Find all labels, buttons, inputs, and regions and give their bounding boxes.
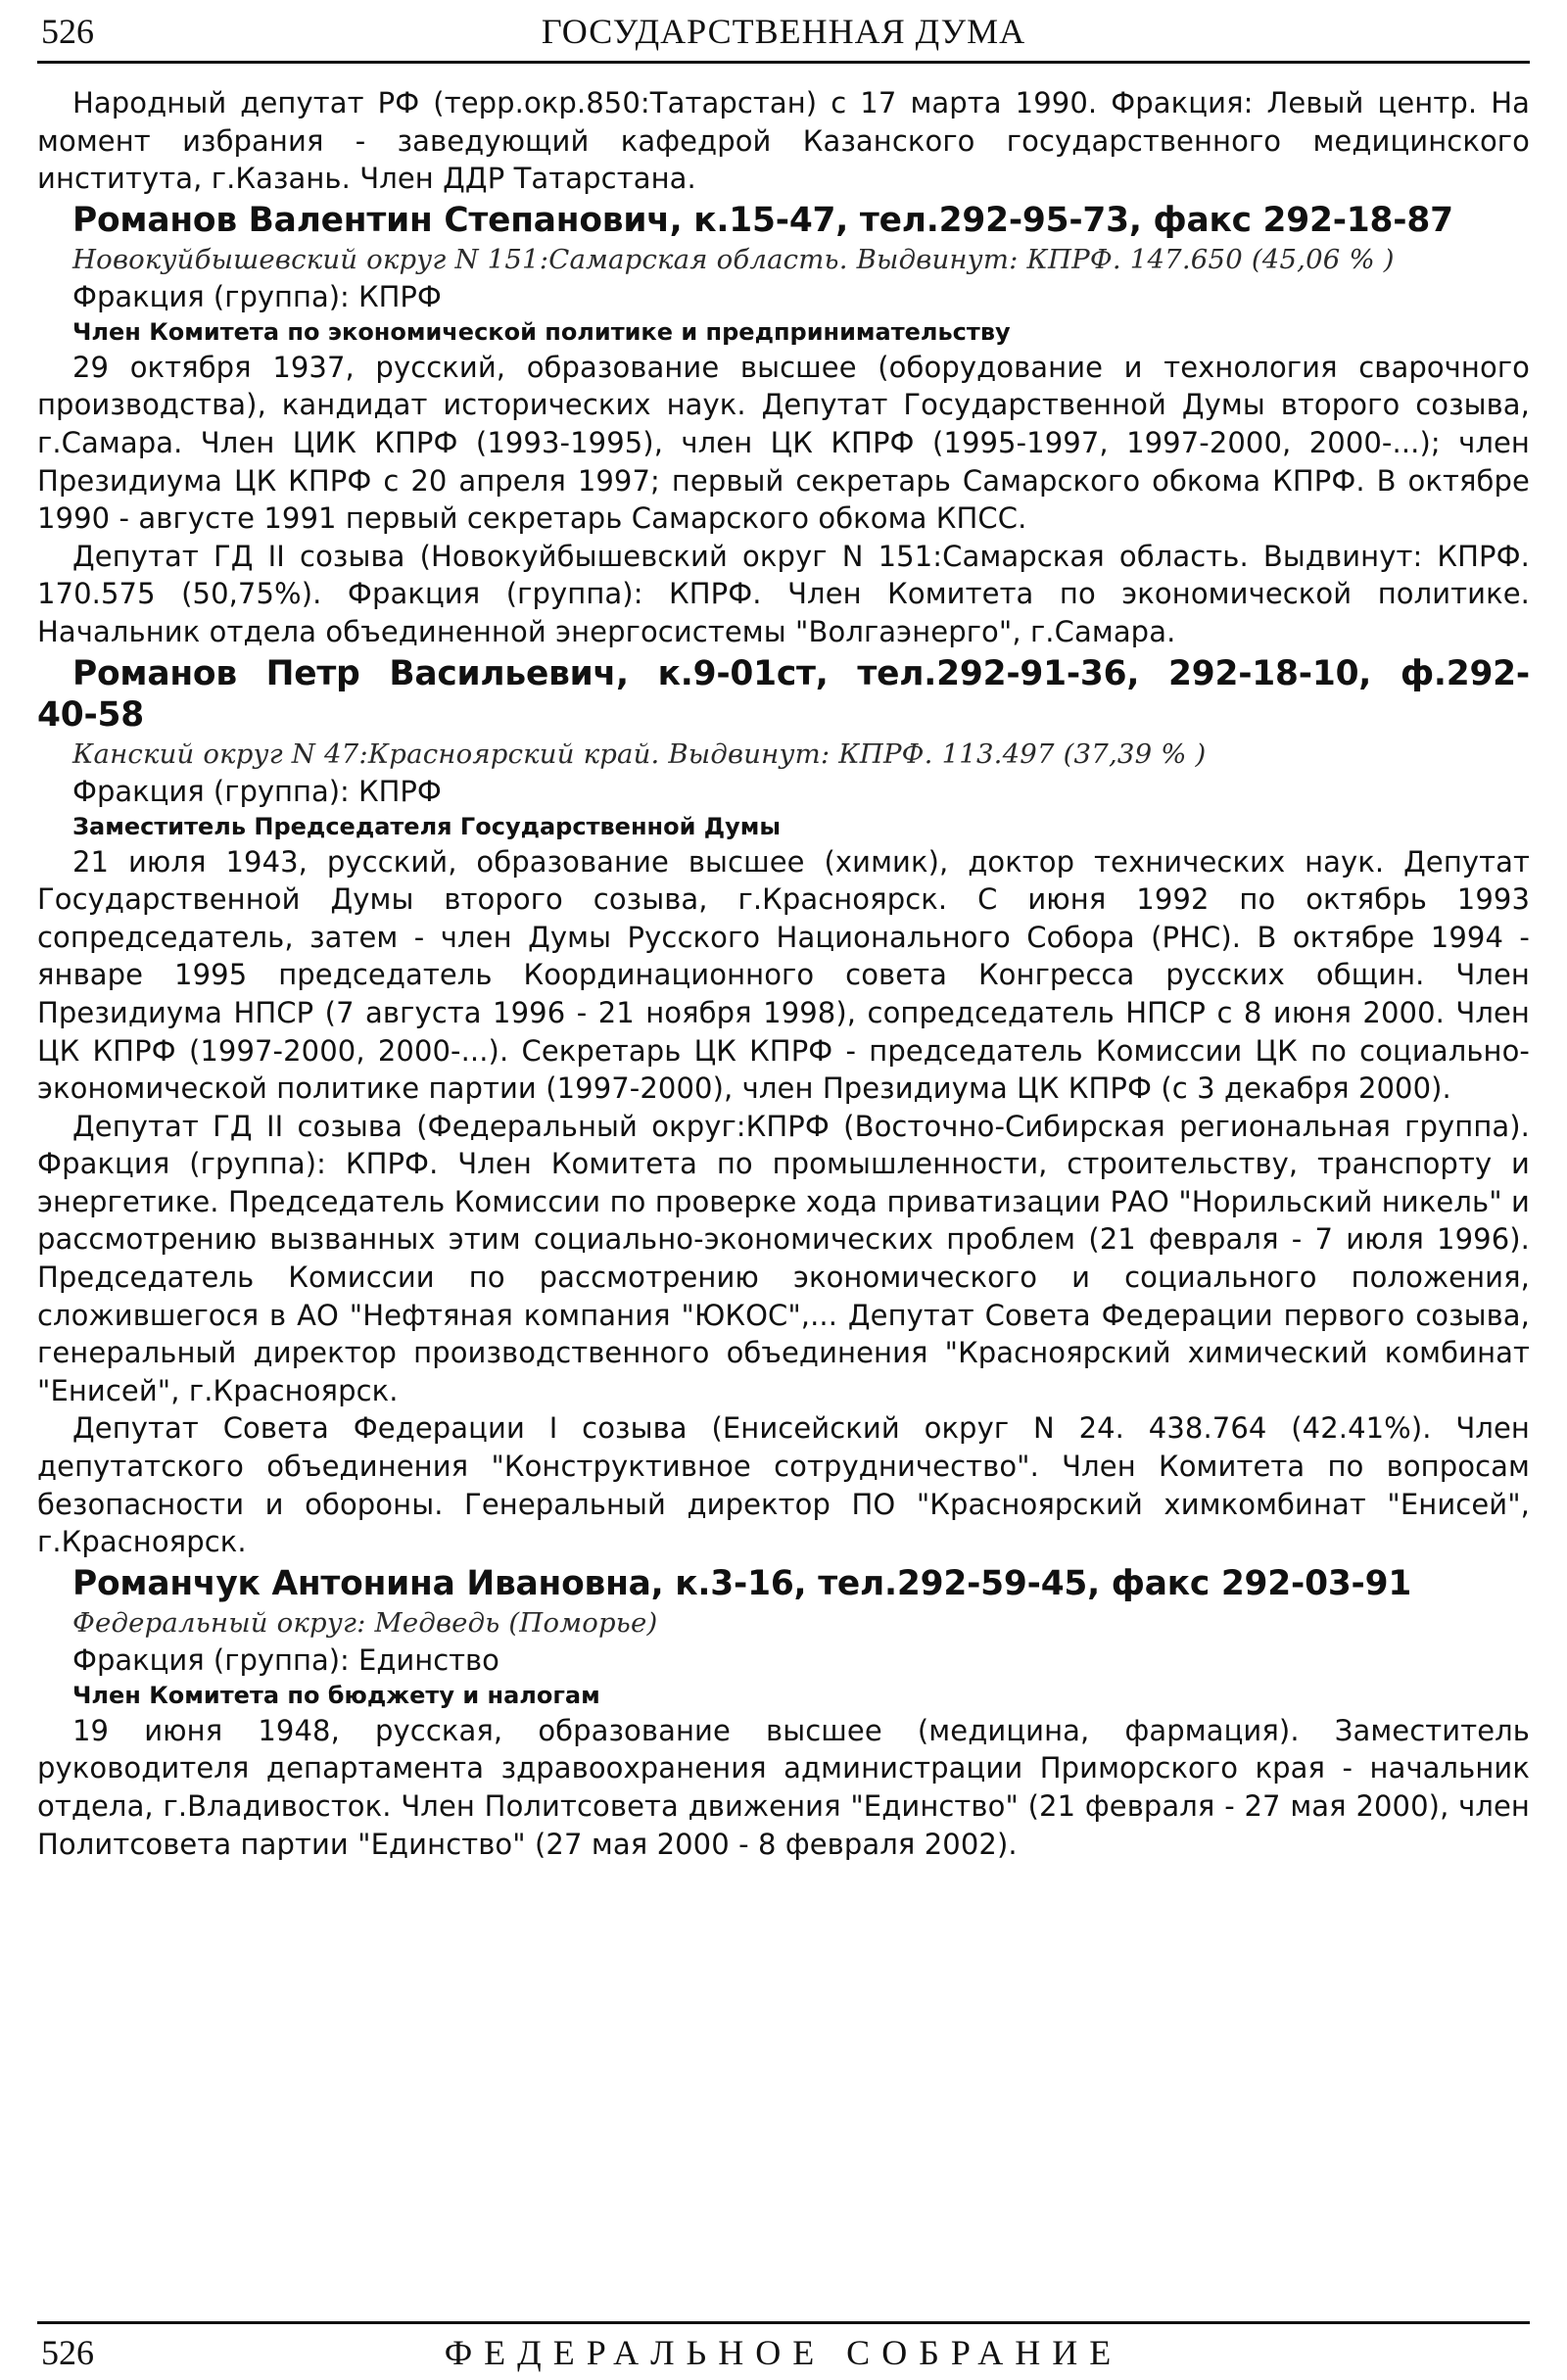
deputy-entry (37, 653, 1530, 1561)
deputy-committee: Член Комитета по экономической политике и предпринимательству (72, 317, 1011, 346)
deputy-committee: Член Комитета по бюджету и налогам (72, 1681, 600, 1709)
deputy-bio: 19 июня 1948, русская, образование высшее (медицина, фармация). Заместитель руководителя департамента здравоохранения администрации Приморского края - начальник отдела, г.Владивосток. Член Политсовета движения "Единство" (21 февраля - 27 мая 2000), член Политсовета партии "Единство" (27 мая 2000 - 8 февраля 2002). (37, 1713, 1530, 1861)
deputy-name: Романов Петр Васильевич, к.9-01ст, тел.292-91-36, 292-18-10, ф.292-40-58 (37, 653, 1530, 735)
deputy-name: Романов Валентин Степанович, к.15-47, тел.292-95-73, факс 292-18-87 (72, 200, 1453, 240)
running-title: ГОСУДАРСТВЕННАЯ ДУМА (541, 12, 1026, 51)
deputy-name: Романчук Антонина Ивановна, к.3-16, тел.292-59-45, факс 292-03-91 (72, 1563, 1412, 1603)
deputy-entry (37, 1563, 1530, 1863)
footer-title: ФЕДЕРАЛЬНОЕ СОБРАНИЕ (444, 2333, 1123, 2372)
deputy-faction: Фракция (группа): Единство (72, 1642, 499, 1677)
deputy-district: Канский округ N 47:Красноярский край. Выдвинут: КПРФ. 113.497 (37,39 % ) (72, 738, 1207, 770)
deputy-faction: Фракция (группа): КПРФ (72, 774, 442, 808)
deputy-committee: Заместитель Председателя Государственной Думы (72, 812, 782, 840)
deputy-district: Новокуйбышевский округ N 151:Самарская область. Выдвинут: КПРФ. 147.650 (45,06 % ) (72, 243, 1395, 275)
intro-paragraph: Народный депутат РФ (терр.окр.850:Татарстан) с 17 марта 1990. Фракция: Левый центр. На момент избрания - заведующий кафедрой Казанского государственного медицинского института, г.Казань. Член ДДР Татарстана. (37, 86, 1530, 196)
running-footer (37, 2321, 1530, 2380)
deputy-bio: Депутат ГД II созыва (Новокуйбышевский округ N 151:Самарская область. Выдвинут: КПРФ. 170.575 (50,75%). Фракция (группа): КПРФ. Член Комитета по экономической политике. Начальник отдела объединенной энергосистемы "Волгаэнерго", г.Самара. (37, 539, 1530, 648)
page-number-top: 526 (41, 12, 94, 51)
deputy-bio: 21 июля 1943, русский, образование высшее (химик), доктор технических наук. Депутат Государственной Думы второго созыва, г.Красноярск. С июня 1992 по октябрь 1993 сопредседатель, затем - член Думы Русского Национального Собора (РНС). В октябре 1994 - январе 1995 председатель Координационного совета Конгресса русских общин. Член Президиума НПСР (7 августа 1996 - 21 ноября 1998), сопредседатель НПСР с 8 июня 2000. Член ЦК КПРФ (1997-2000, 2000-...). Секретарь ЦК КПРФ - председатель Комиссии ЦК по социально-экономической политике партии (1997-2000), член Президиума ЦК КПРФ (с 3 декабря 2000). (37, 844, 1530, 1106)
deputy-district: Федеральный округ: Медведь (Поморье) (72, 1606, 658, 1639)
deputy-bio: Депутат Совета Федерации I созыва (Енисейский округ N 24. 438.764 (42.41%). Член депутатского объединения "Конструктивное сотрудничество". Член Комитета по вопросам безопасности и обороны. Генеральный директор ПО "Красноярский химкомбинат "Енисей", г.Красноярск. (37, 1411, 1530, 1559)
deputy-entry (37, 200, 1530, 651)
deputy-bio: 29 октября 1937, русский, образование высшее (оборудование и технология сварочного производства), кандидат исторических наук. Депутат Государственной Думы второго созыва, г.Самара. Член ЦИК КПРФ (1993-1995), член ЦК КПРФ (1995-1997, 1997-2000, 2000-...); член Президиума ЦК КПРФ с 20 апреля 1997; первый секретарь Самарского обкома КПРФ. В октябре 1990 - августе 1991 первый секретарь Самарского обкома КПСС. (37, 350, 1530, 536)
deputy-faction: Фракция (группа): КПРФ (72, 279, 442, 313)
deputy-bio: Депутат ГД II созыва (Федеральный округ:КПРФ (Восточно-Сибирская региональная группа). Фракция (группа): КПРФ. Член Комитета по промышленности, строительству, транспорту и энергетике. Председатель Комиссии по проверке хода приватизации РАО "Норильский никель" и рассмотрению вызванных этим социально-экономических проблем (21 февраля - 7 июля 1996). Председатель Комиссии по рассмотрению экономического и социального положения, сложившегося в АО "Нефтяная компания "ЮКОС",... Депутат Совета Федерации первого созыва, генеральный директор производственного объединения "Красноярский химический комбинат "Енисей", г.Красноярск. (37, 1109, 1530, 1407)
page-number-bottom: 526 (41, 2333, 94, 2372)
page-body (37, 84, 1530, 1863)
running-header (37, 0, 1530, 64)
